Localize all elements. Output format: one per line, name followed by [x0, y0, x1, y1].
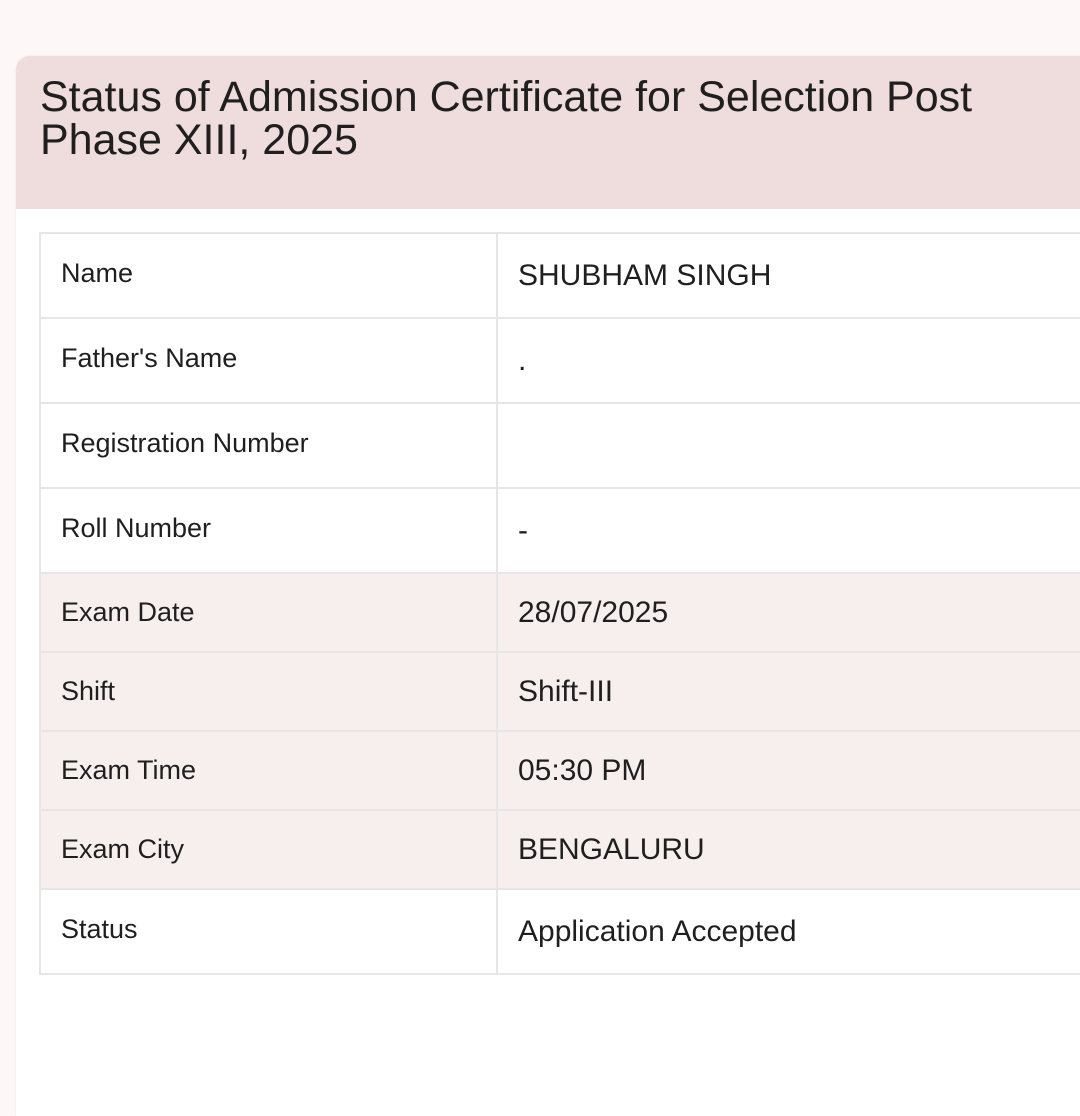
- name-label: Name: [40, 233, 497, 318]
- card-header: [16, 56, 1080, 209]
- page-title-line-2: Phase XIII, 2025: [40, 116, 358, 164]
- exam-date-value: 28/07/2025: [497, 573, 1080, 652]
- status-label: Status: [40, 889, 497, 974]
- admission-status-card: [16, 56, 1080, 1116]
- roll-number-value: -: [497, 488, 1080, 573]
- table-row-fathers-name: [40, 318, 1080, 403]
- table-row-exam-time: [40, 731, 1080, 810]
- fathers-name-label: Father's Name: [40, 318, 497, 403]
- shift-label: Shift: [40, 652, 497, 731]
- table-row-shift: [40, 652, 1080, 731]
- exam-city-value: BENGALURU: [497, 810, 1080, 889]
- table-row-exam-date: [40, 573, 1080, 652]
- table-row-name: [40, 233, 1080, 318]
- status-value: Application Accepted: [497, 889, 1080, 974]
- name-value: SHUBHAM SINGH: [497, 233, 1080, 318]
- registration-number-label: Registration Number: [40, 403, 497, 488]
- registration-number-value: [497, 403, 1080, 488]
- exam-city-label: Exam City: [40, 810, 497, 889]
- roll-number-label: Roll Number: [40, 488, 497, 573]
- page-title: [40, 73, 1080, 164]
- exam-date-label: Exam Date: [40, 573, 497, 652]
- exam-time-value: 05:30 PM: [497, 731, 1080, 810]
- table-row-status: [40, 889, 1080, 974]
- table-row-registration-number: [40, 403, 1080, 488]
- fathers-name-value: .: [497, 318, 1080, 403]
- shift-value: Shift-III: [497, 652, 1080, 731]
- candidate-details-table: [39, 232, 1080, 975]
- table-row-roll-number: [40, 488, 1080, 573]
- table-row-exam-city: [40, 810, 1080, 889]
- exam-time-label: Exam Time: [40, 731, 497, 810]
- page-title-line-1: Status of Admission Certificate for Selection Post: [40, 73, 973, 121]
